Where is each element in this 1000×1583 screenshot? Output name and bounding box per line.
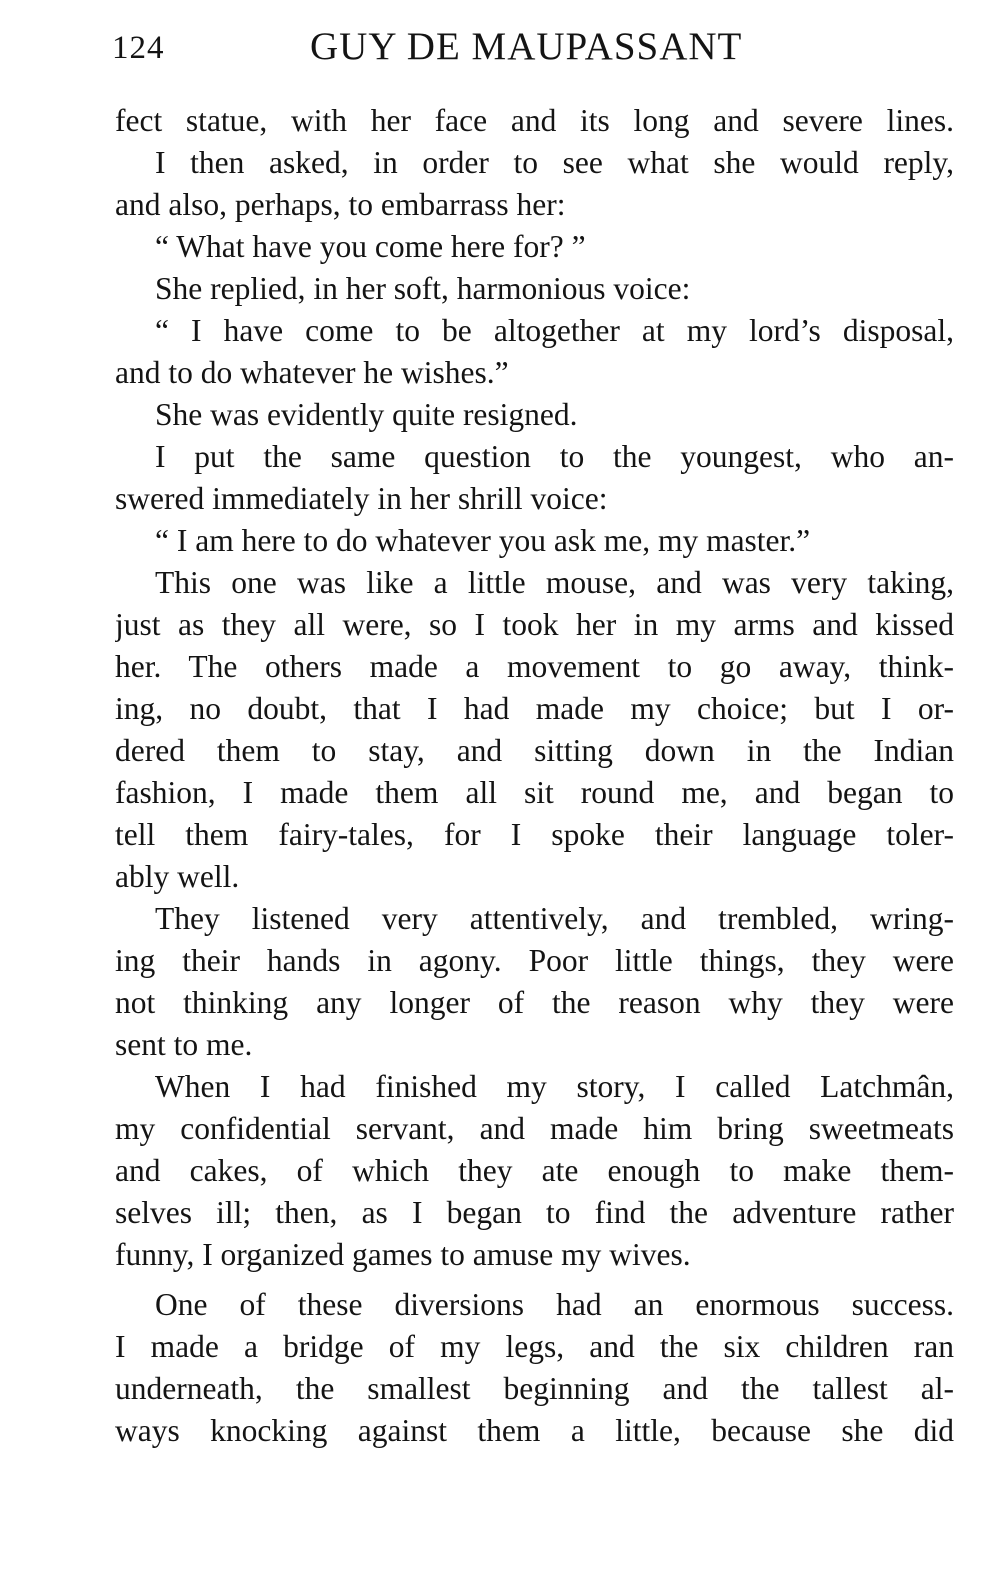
text-line: I then asked, in order to see what she would reply, [155, 145, 954, 180]
text-line: ing, no doubt, that I had made my choice; but I or- [115, 691, 954, 726]
text-line: I put the same question to the youngest, who an- [155, 439, 954, 474]
text-line: This one was like a little mouse, and was very taking, [155, 565, 954, 600]
running-head: GUY DE MAUPASSANT [310, 25, 743, 68]
text-line: They listened very attentively, and trembled, wring- [155, 901, 954, 936]
text-line: sent to me. [115, 1027, 253, 1062]
text-line: her. The others made a movement to go away, think- [115, 649, 954, 684]
page-header [112, 24, 957, 74]
text-line: I made a bridge of my legs, and the six children ran [115, 1329, 954, 1364]
text-line: ing their hands in agony. Poor little things, they were [115, 943, 954, 978]
text-line: One of these diversions had an enormous success. [155, 1287, 954, 1322]
text-line: ways knocking against them a little, because she did [115, 1413, 954, 1448]
text-line: “ I have come to be altogether at my lord’s disposal, [155, 313, 954, 348]
body-text [115, 100, 954, 1452]
text-line: “ What have you come here for? ” [155, 229, 586, 264]
text-line: fashion, I made them all sit round me, and began to [115, 775, 954, 810]
text-line: and also, perhaps, to embarrass her: [115, 187, 566, 222]
text-line: ably well. [115, 859, 240, 894]
text-line: selves ill; then, as I began to find the adventure rather [115, 1195, 954, 1230]
page-number: 124 [112, 30, 165, 66]
text-line: not thinking any longer of the reason why they were [115, 985, 954, 1020]
text-line: fect statue, with her face and its long and severe lines. [115, 103, 954, 138]
text-line: “ I am here to do whatever you ask me, my master.” [155, 523, 811, 558]
text-line: She replied, in her soft, harmonious voice: [155, 271, 691, 306]
text-line: dered them to stay, and sitting down in the Indian [115, 733, 954, 768]
text-line: just as they all were, so I took her in my arms and kissed [115, 607, 954, 642]
text-line: and cakes, of which they ate enough to make them- [115, 1153, 954, 1188]
text-line: funny, I organized games to amuse my wives. [115, 1237, 691, 1272]
text-line: and to do whatever he wishes.” [115, 355, 509, 390]
text-line: When I had finished my story, I called Latchmân, [155, 1069, 954, 1104]
paragraph-gap [115, 1276, 954, 1284]
text-line: swered immediately in her shrill voice: [115, 481, 608, 516]
text-line: tell them fairy-tales, for I spoke their language toler- [115, 817, 954, 852]
text-line: She was evidently quite resigned. [155, 397, 578, 432]
text-line: my confidential servant, and made him bring sweetmeats [115, 1111, 954, 1146]
text-line: underneath, the smallest beginning and the tallest al- [115, 1371, 954, 1406]
